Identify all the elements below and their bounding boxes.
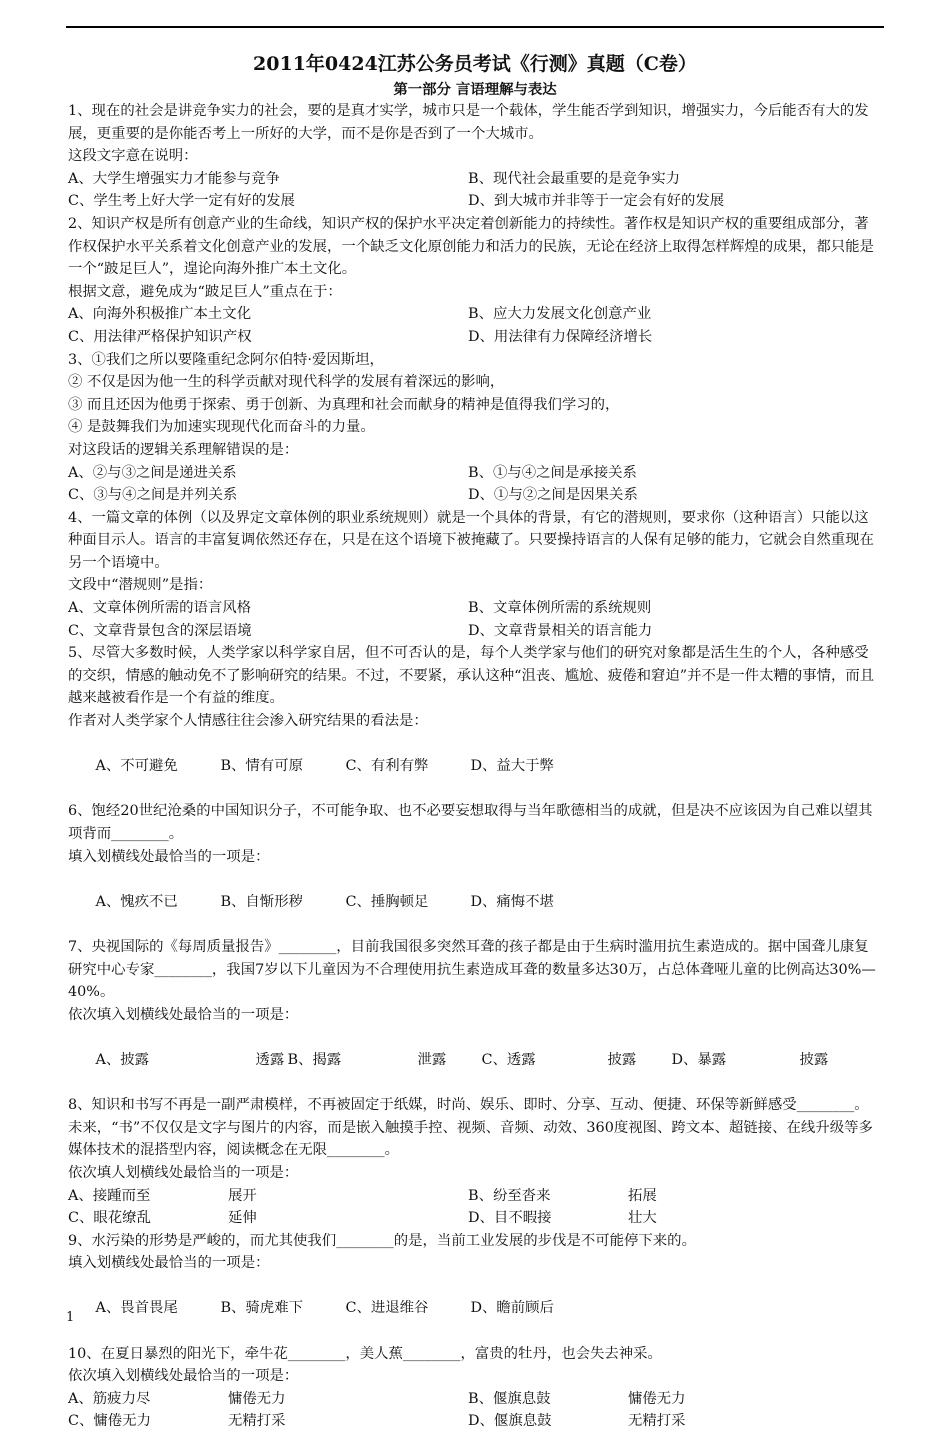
- question-6: [68, 800, 882, 936]
- page-number: 1: [66, 1310, 75, 1325]
- option-a-word2: 展开: [228, 1187, 257, 1204]
- question-prompt: 依次填入划横线处最恰当的一项是：: [68, 1006, 299, 1023]
- question-stem: 2、知识产权是所有创意产业的生命线，知识产权的保护水平决定着创新能力的持续性。著作权是知识产权的重要组成部分，著作权保护水平关系着文化创意产业的发展，一个缺乏文化原创能力和活力的民族，无论在经济上取得怎样辉煌的成果，都只能是一个“跛足巨人”，遑论向海外推广本土文化。: [68, 215, 874, 278]
- option-d-word2: 披露: [799, 1051, 829, 1068]
- question-stem-line: ③ 而且还因为他勇于探索、勇于创新、为真理和社会而献身的精神是值得我们学习的，: [68, 396, 620, 413]
- option-a-word2: 透露: [255, 1051, 285, 1068]
- question-stem-line: 3、①我们之所以要隆重纪念阿尔伯特·爱因斯坦，: [68, 351, 384, 368]
- option-c-word2: 延伸: [228, 1210, 257, 1227]
- question-10: [68, 1343, 882, 1433]
- option-c-word1: C、透露: [481, 1051, 536, 1068]
- option-b-word1: B、纷至沓来: [468, 1187, 551, 1204]
- question-stem: 4、一篇文章的体例（以及界定文章体例的职业系统规则）就是一个具体的背景，有它的潜规则，要求你（这种语言）只能以这种面目示人。语言的丰富复调依然还存在，只是在这个语境下被掩藏了。只要操持语言的人保有足够的能力，它就会自然重现在另一个语境中。: [68, 509, 874, 571]
- option-a-word1: A、接踵而至: [68, 1187, 151, 1204]
- document-page: [68, 50, 882, 1433]
- option-b-word1: B、揭露: [287, 1051, 342, 1068]
- option-c-word2: 披露: [607, 1051, 637, 1068]
- question-stem: 6、饱经20世纪沧桑的中国知识分子，不可能争取、也不必要妄想取得与当年歌德相当的成就，但是决不应该因为自己难以望其项背而________。: [68, 803, 873, 842]
- option-d: D、到大城市并非等于一定会有好的发展: [468, 193, 725, 210]
- option-a-word2: 慵倦无力: [228, 1390, 286, 1407]
- option-b: B、自惭形秽: [220, 893, 303, 910]
- option-b-word2: 泄露: [417, 1051, 447, 1068]
- option-b-word2: 慵倦无力: [628, 1390, 686, 1407]
- option-d-word1: D、目不暇接: [468, 1210, 552, 1227]
- option-c: C、有利有弊: [345, 758, 429, 775]
- option-d: D、痛悔不堪: [470, 893, 554, 910]
- question-8: [68, 1094, 882, 1230]
- question-stem: 10、在夏日暴烈的阳光下，牵牛花________，美人蕉________，富贵的牡丹，也会失去神采。: [68, 1345, 662, 1362]
- question-9: [68, 1230, 882, 1343]
- option-d: D、益大于弊: [470, 758, 554, 775]
- question-stem: 7、央视国际的《每周质量报告》________，目前我国很多突然耳聋的孩子都是由于生病时滥用抗生素造成的。据中国聋儿康复研究中心专家________，我国7岁以下儿童因为不合理使用抗生素造成耳聋的数量多达30万，占总体聋哑儿童的比例高达30%—40%。: [68, 938, 876, 1001]
- header-rule: [66, 26, 884, 28]
- option-a: A、文章体例所需的语言风格: [68, 600, 252, 617]
- option-b: B、应大力发展文化创意产业: [468, 306, 652, 323]
- question-prompt: 依次填入划横线处最恰当的一项是：: [68, 1368, 299, 1385]
- option-c: C、用法律严格保护知识产权: [68, 328, 252, 345]
- question-stem-line: ② 不仅是因为他一生的科学贡献对现代科学的发展有着深远的影响，: [68, 374, 505, 391]
- option-d-word1: D、偃旗息鼓: [468, 1413, 552, 1430]
- option-a: A、②与③之间是递进关系: [68, 464, 237, 481]
- question-1: [68, 100, 882, 213]
- question-5: [68, 642, 882, 800]
- question-3: [68, 349, 882, 507]
- option-c-word1: C、慵倦无力: [68, 1413, 151, 1430]
- question-2: [68, 213, 882, 349]
- question-stem: 9、水污染的形势是严峻的，而尤其使我们________的是，当前工业发展的步伐是不可能停下来的。: [68, 1232, 696, 1249]
- option-a: A、大学生增强实力才能参与竞争: [68, 170, 280, 187]
- question-stem: 5、尽管大多数时候，人类学家以科学家自居，但不可否认的是，每个人类学家与他们的研究对象都是活生生的个人，各种感受的交织，情感的触动免不了影响研究的结果。不过，不要紧，承认这种“沮丧、尴尬、疲倦和窘迫”并不是一件太糟的事情，而且越来越被看作是一个有益的维度。: [68, 645, 875, 707]
- question-prompt: 文段中“潜规则”是指：: [68, 577, 213, 594]
- option-c: C、③与④之间是并列关系: [68, 487, 238, 504]
- option-b: B、情有可原: [220, 758, 303, 775]
- question-prompt: 依次填人划横线处最恰当的一项是：: [68, 1164, 299, 1181]
- option-c: C、学生考上好大学一定有好的发展: [68, 193, 295, 210]
- question-prompt: 填入划横线处最恰当的一项是：: [68, 1255, 270, 1272]
- question-4: [68, 507, 882, 643]
- question-stem: 1、现在的社会是讲竞争实力的社会，要的是真才实学，城市只是一个载体，学生能否学到知识，增强实力，今后能否有大的发展，更重要的是你能否考上一所好的大学，而不是你是否到了一个大城市。: [68, 103, 869, 142]
- question-prompt: 根据文意，避免成为“跛足巨人”重点在于：: [68, 283, 342, 300]
- option-d-word1: D、暴露: [671, 1051, 727, 1068]
- option-b-word2: 拓展: [628, 1187, 657, 1204]
- question-prompt: 填入划横线处最恰当的一项是：: [68, 848, 270, 865]
- question-stem-line: ④ 是鼓舞我们为加速实现现代化而奋斗的力量。: [68, 419, 375, 436]
- option-c-word1: C、眼花缭乱: [68, 1210, 151, 1227]
- option-c: C、文章背景包含的深层语境: [68, 622, 252, 639]
- option-a-word1: A、筋疲力尽: [68, 1390, 151, 1407]
- option-c: C、捶胸顿足: [345, 893, 429, 910]
- option-a-word1: A、披露: [95, 1051, 150, 1068]
- option-a: A、不可避免: [95, 758, 178, 775]
- option-a: A、向海外积极推广本土文化: [68, 306, 252, 323]
- option-b: B、现代社会最重要的是竞争实力: [468, 170, 681, 187]
- question-prompt: 作者对人类学家个人情感往往会渗入研究结果的看法是：: [68, 713, 428, 730]
- question-prompt: 这段文字意在说明：: [68, 148, 198, 165]
- option-a: A、畏首畏尾: [95, 1300, 178, 1317]
- option-d-word2: 壮大: [628, 1210, 657, 1227]
- option-b: B、骑虎难下: [220, 1300, 303, 1317]
- option-d-word2: 无精打采: [628, 1413, 686, 1430]
- question-7: [68, 936, 882, 1094]
- question-prompt: 对这段话的逻辑关系理解错误的是：: [68, 441, 299, 458]
- option-b: B、①与④之间是承接关系: [468, 464, 637, 481]
- question-stem: 8、知识和书写不再是一副严肃模样，不再被固定于纸媒，时尚、娱乐、即时、分享、互动、便捷、环保等新鲜感受________。未来，“书”不仅仅是文字与图片的内容，而是嵌入触摸手控、视频、音频、动效、360度视图、跨文本、超链接、在线升级等多媒体技术的混搭型内容，阅读概念在无限________。: [68, 1097, 873, 1159]
- option-d: D、瞻前顾后: [470, 1300, 554, 1317]
- document-title: 2011年0424江苏公务员考试《行测》真题（C卷）: [253, 53, 697, 75]
- option-d: D、①与②之间是因果关系: [468, 487, 638, 504]
- option-a: A、愧疚不已: [95, 893, 178, 910]
- section-heading: 第一部分 言语理解与表达: [393, 81, 557, 98]
- option-d: D、用法律有力保障经济增长: [468, 328, 653, 345]
- option-b: B、文章体例所需的系统规则: [468, 600, 652, 617]
- option-d: D、文章背景相关的语言能力: [468, 622, 653, 639]
- option-c: C、进退维谷: [345, 1300, 429, 1317]
- option-b-word1: B、偃旗息鼓: [468, 1390, 551, 1407]
- option-c-word2: 无精打采: [228, 1413, 286, 1430]
